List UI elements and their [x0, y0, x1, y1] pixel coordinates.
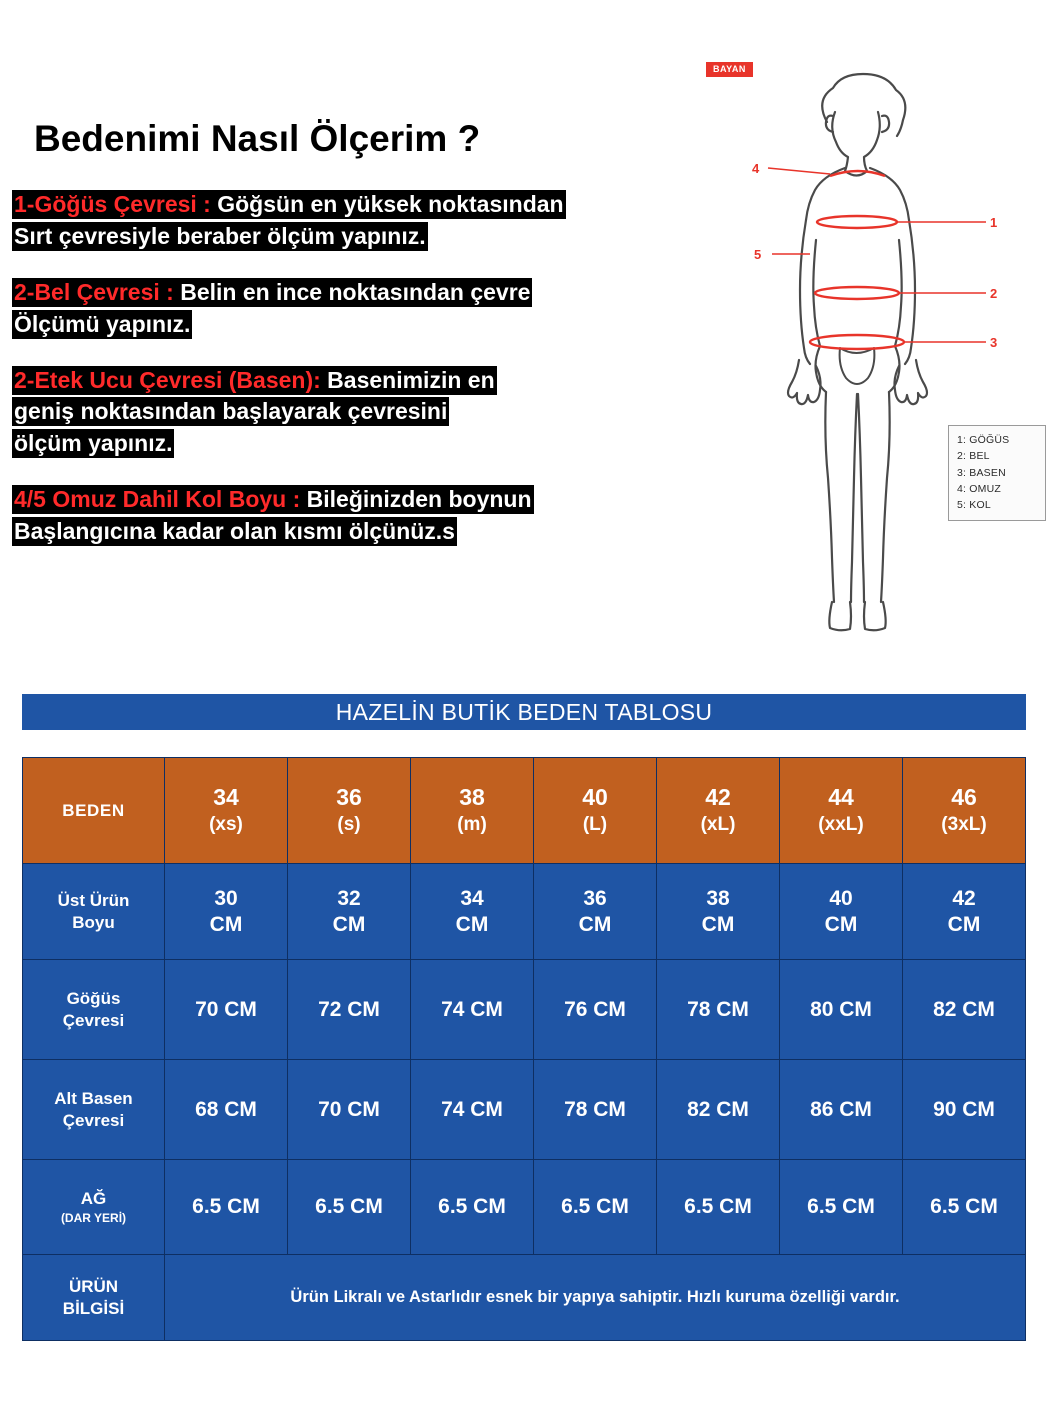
instruction-text: Basenimizin en: [320, 366, 495, 393]
row-label-line1: AĞ: [80, 1188, 107, 1208]
value: 38: [706, 887, 730, 911]
instruction-text: Ölçümü yapınız.: [14, 310, 191, 337]
row-label-line2: BİLGİSİ: [62, 1298, 125, 1318]
value-cell: 6.5 CM: [411, 1160, 534, 1255]
value-cell: 74 CM: [411, 1060, 534, 1160]
instruction-label: 4/5 Omuz Dahil Kol Boyu :: [14, 486, 301, 513]
value-cell: 6.5 CM: [780, 1160, 903, 1255]
value-cell: 72 CM: [288, 960, 411, 1060]
value-cell: [657, 864, 780, 960]
header-cell-size: [780, 758, 903, 864]
value: 34: [460, 887, 484, 911]
svg-text:4: 4: [752, 161, 760, 176]
instruction-line: [12, 310, 692, 340]
value-cell: 82 CM: [657, 1060, 780, 1160]
instruction-line: [12, 485, 692, 515]
instruction-text: geniş noktasından başlayarak çevresini: [14, 398, 448, 425]
size-number: 38: [459, 784, 485, 811]
instruction-line: [12, 222, 692, 252]
header-cell-size: [903, 758, 1026, 864]
value: 32: [337, 887, 361, 911]
size-number: 44: [828, 784, 854, 811]
size-alt: (L): [582, 814, 608, 836]
table-banner: HAZELİN BUTİK BEDEN TABLOSU: [22, 694, 1026, 730]
instruction-line: [12, 278, 692, 308]
female-body-outline-icon: [690, 50, 1040, 660]
svg-text:5: 5: [754, 247, 762, 262]
instruction-text: Bileğinizden boynun: [300, 486, 532, 513]
value-cell: 70 CM: [165, 960, 288, 1060]
size-alt: (3xL): [941, 814, 987, 836]
value-unit: CM: [701, 912, 735, 936]
header-cell-beden: BEDEN: [23, 758, 165, 864]
value-cell: 6.5 CM: [903, 1160, 1026, 1255]
row-label-line1: Alt Basen: [54, 1089, 133, 1109]
value-cell: 6.5 CM: [534, 1160, 657, 1255]
row-label-line2: Boyu: [72, 912, 115, 932]
legend-item: 3: BASEN: [957, 466, 1006, 479]
figure-legend: [948, 425, 1046, 521]
instruction-block-hip: [12, 366, 692, 460]
value-cell: 6.5 CM: [165, 1160, 288, 1255]
instruction-block-sleeve: [12, 485, 692, 547]
instruction-text: Belin en ince noktasından çevre: [173, 278, 531, 305]
header-cell-size: [411, 758, 534, 864]
value-cell: [903, 864, 1026, 960]
instruction-label: 1-Göğüs Çevresi :: [14, 191, 211, 217]
row-label: [23, 1255, 165, 1341]
size-number: 34: [213, 784, 239, 811]
header-cell-size: [657, 758, 780, 864]
value-cell: 82 CM: [903, 960, 1026, 1060]
instruction-text: Başlangıcına kadar olan kısmı ölçünüz.s: [14, 518, 455, 545]
value-cell: 6.5 CM: [657, 1160, 780, 1255]
page-title: Bedenimi Nasıl Ölçerim ?: [34, 118, 481, 159]
value-cell: [165, 864, 288, 960]
size-number: 36: [336, 784, 362, 811]
value-cell: 6.5 CM: [288, 1160, 411, 1255]
value-cell: 70 CM: [288, 1060, 411, 1160]
row-label-line2: Çevresi: [62, 1010, 125, 1030]
size-number: 46: [951, 784, 977, 811]
value-cell: 74 CM: [411, 960, 534, 1060]
size-alt: (xxL): [818, 814, 864, 836]
value-cell: 86 CM: [780, 1060, 903, 1160]
value-unit: CM: [824, 912, 858, 936]
svg-text:2: 2: [990, 286, 998, 301]
value-cell: [288, 864, 411, 960]
svg-text:1: 1: [990, 215, 998, 230]
header-cell-size: [288, 758, 411, 864]
instruction-label: 2-Etek Ucu Çevresi (Basen):: [14, 366, 321, 393]
instruction-block-bust: [12, 190, 692, 252]
value-cell: [411, 864, 534, 960]
row-label-line1: Göğüs: [66, 989, 121, 1009]
value: 42: [952, 887, 976, 911]
value: 30: [214, 887, 238, 911]
instruction-line: [12, 397, 692, 427]
size-table: [22, 757, 1026, 1341]
instruction-text: Sırt çevresiyle beraber ölçüm yapınız.: [14, 222, 426, 249]
table-row: [23, 864, 1026, 960]
value-cell: 90 CM: [903, 1060, 1026, 1160]
bayan-badge: BAYAN: [706, 62, 753, 77]
row-label: [23, 960, 165, 1060]
row-label: [23, 1160, 165, 1255]
value-cell: 68 CM: [165, 1060, 288, 1160]
measurement-instructions: [12, 190, 692, 573]
instruction-text: ölçüm yapınız.: [14, 430, 173, 457]
value-cell: [780, 864, 903, 960]
value-cell: 78 CM: [534, 1060, 657, 1160]
product-info-text: Ürün Likralı ve Astarlıdır esnek bir yapıya sahiptir. Hızlı kuruma özelliği vardır.: [165, 1255, 1026, 1341]
row-label-line2: Çevresi: [62, 1110, 125, 1130]
legend-item: 1: GÖĞÜS: [957, 434, 1010, 446]
value-unit: CM: [455, 912, 489, 936]
value-unit: CM: [209, 912, 243, 936]
row-label-line1: Üst Ürün: [57, 891, 130, 911]
instruction-line: [12, 366, 692, 396]
instruction-block-waist: [12, 278, 692, 340]
table-row-product-info: [23, 1255, 1026, 1341]
value-cell: 78 CM: [657, 960, 780, 1060]
instruction-line: [12, 517, 692, 547]
svg-text:3: 3: [990, 335, 998, 350]
table-header-row: [23, 758, 1026, 864]
size-alt: (xL): [700, 814, 736, 836]
value-unit: CM: [332, 912, 366, 936]
value: 40: [829, 887, 853, 911]
table-row: [23, 1060, 1026, 1160]
row-label-sub: (DAR YERİ): [60, 1211, 127, 1226]
size-number: 40: [582, 784, 608, 811]
instruction-text: Göğsün en yüksek noktasından: [210, 191, 564, 217]
value-cell: 80 CM: [780, 960, 903, 1060]
size-alt: (xs): [209, 814, 243, 836]
value-unit: CM: [578, 912, 612, 936]
row-label: [23, 1060, 165, 1160]
value-cell: [534, 864, 657, 960]
instruction-line: [12, 190, 692, 220]
size-alt: (s): [337, 814, 361, 836]
value-cell: 76 CM: [534, 960, 657, 1060]
value-unit: CM: [947, 912, 981, 936]
legend-item: 5: KOL: [957, 499, 991, 512]
legend-item: 2: BEL: [957, 450, 990, 463]
table-row: [23, 960, 1026, 1060]
row-label: [23, 864, 165, 960]
row-label-line1: ÜRÜN: [68, 1277, 119, 1297]
body-measurement-figure: [690, 50, 1040, 660]
table-row: [23, 1160, 1026, 1255]
size-alt: (m): [457, 814, 487, 836]
instruction-line: [12, 429, 692, 459]
header-cell-size: [534, 758, 657, 864]
header-cell-size: [165, 758, 288, 864]
instruction-label: 2-Bel Çevresi :: [14, 278, 174, 305]
legend-item: 4: OMUZ: [957, 482, 1001, 495]
value: 36: [583, 887, 607, 911]
size-number: 42: [705, 784, 731, 811]
